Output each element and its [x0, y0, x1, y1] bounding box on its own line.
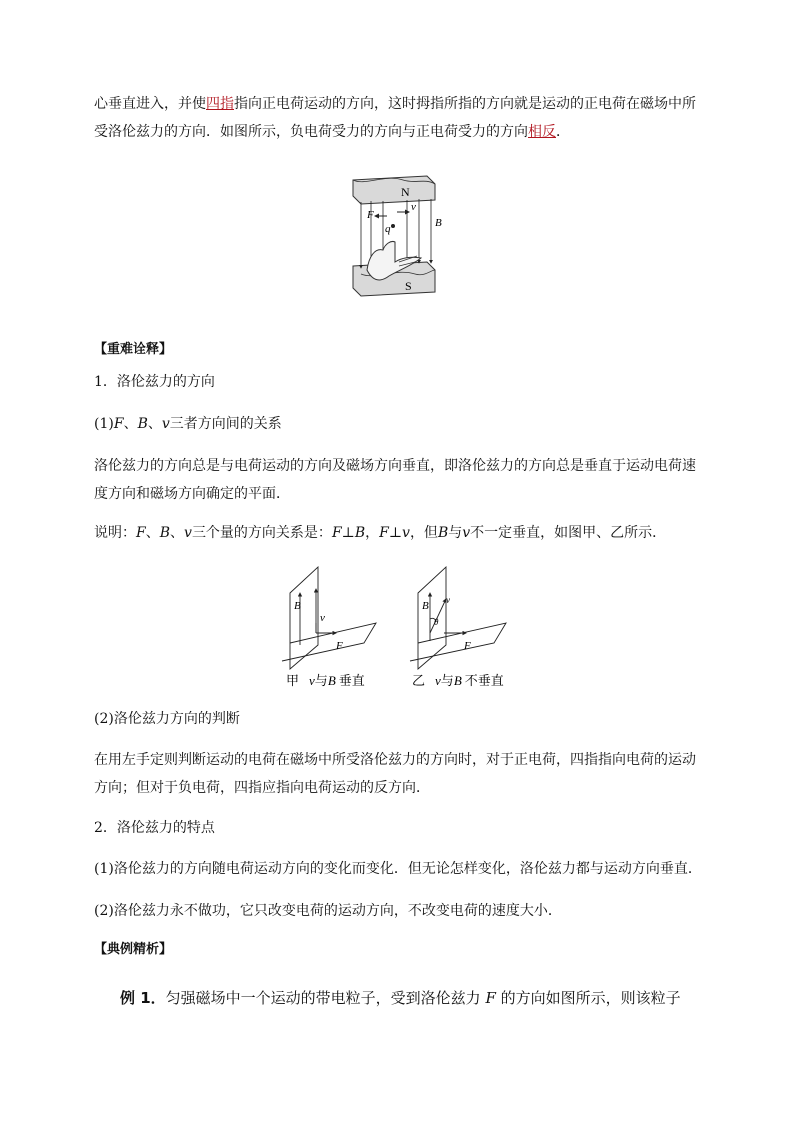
- intro-text: 指向正电荷运动的方向，这时拇指所指的方向就是运动的正电荷在磁场中所: [234, 96, 696, 112]
- highlight-opposite: 相反: [528, 124, 556, 140]
- paragraph-direction-line-1: 洛伦兹力的方向总是与电荷运动的方向及磁场方向垂直，即洛伦兹力的方向总是垂直于运动电荷速: [94, 458, 696, 474]
- intro-text: 心垂直进入，并使: [94, 96, 206, 112]
- paragraph-judgement-line-1: 在用左手定则判断运动的电荷在磁场中所受洛伦兹力的方向时，对于正电荷，四指指向电荷的运动: [94, 752, 696, 768]
- right-b-label: B: [422, 600, 429, 612]
- theta-label: θ: [434, 617, 439, 627]
- intro-text: 受洛伦兹力的方向．如图所示，负电荷受力的方向与正电荷受力的方向: [94, 124, 528, 140]
- force-label: F: [367, 209, 374, 221]
- feature-item-1: (1)洛伦兹力的方向随电荷运动方向的变化而变化．但无论怎样变化，洛伦兹力都与运动方向垂直．: [94, 861, 702, 877]
- feature-item-2: (2)洛伦兹力永不做功，它只改变电荷的运动方向，不改变电荷的速度大小．: [94, 903, 562, 919]
- fbv-relationship-figure: [280, 563, 520, 693]
- heading-lorentz-features: 2．洛伦兹力的特点: [94, 820, 215, 836]
- highlight-four-fingers: 四指: [206, 96, 234, 112]
- intro-line-1: [94, 90, 706, 118]
- north-pole-label: N: [401, 185, 410, 199]
- left-hand-rule-figure: [345, 170, 445, 310]
- south-pole-label: S: [405, 279, 412, 293]
- section-title-key-points: 【重难诠释】: [94, 342, 173, 357]
- caption-right: 乙 v与B 不垂直: [412, 673, 504, 688]
- example-1: 例 1．匀强磁场中一个运动的带电粒子，受到洛伦兹力 F 的方向如图所示，则该粒子: [120, 989, 681, 1007]
- velocity-label: v: [411, 201, 416, 213]
- field-label: B: [435, 217, 442, 229]
- paragraph-direction-line-2: 度方向和磁场方向确定的平面．: [94, 486, 290, 502]
- right-v-label: v: [446, 595, 450, 605]
- charge-label: q: [385, 223, 391, 235]
- intro-text: ．: [556, 124, 570, 140]
- sub-heading-judgement: (2)洛伦兹力方向的判断: [94, 711, 240, 727]
- heading-lorentz-direction: 1．洛伦兹力的方向: [94, 374, 215, 390]
- left-v-label: v: [320, 612, 325, 624]
- section-title-examples: 【典例精析】: [94, 942, 173, 957]
- caption-left: 甲 v与B 垂直: [286, 673, 365, 688]
- example-label: 例 1．: [120, 989, 166, 1007]
- sub-heading-relationship: (1)F、B、v三者方向间的关系: [94, 416, 282, 432]
- left-f-label: F: [336, 640, 343, 652]
- right-f-label: F: [464, 640, 471, 652]
- diagram-perpendicular: [282, 567, 376, 669]
- diagram-not-perpendicular: [410, 567, 506, 669]
- note-paragraph: 说明：F、B、v三个量的方向关系是：F⊥B，F⊥v，但B与v不一定垂直，如图甲、乙所示．: [94, 525, 667, 541]
- intro-line-2: [94, 118, 706, 146]
- left-b-label: B: [294, 600, 301, 612]
- paragraph-judgement-line-2: 方向；但对于负电荷，四指应指向电荷运动的反方向．: [94, 780, 430, 796]
